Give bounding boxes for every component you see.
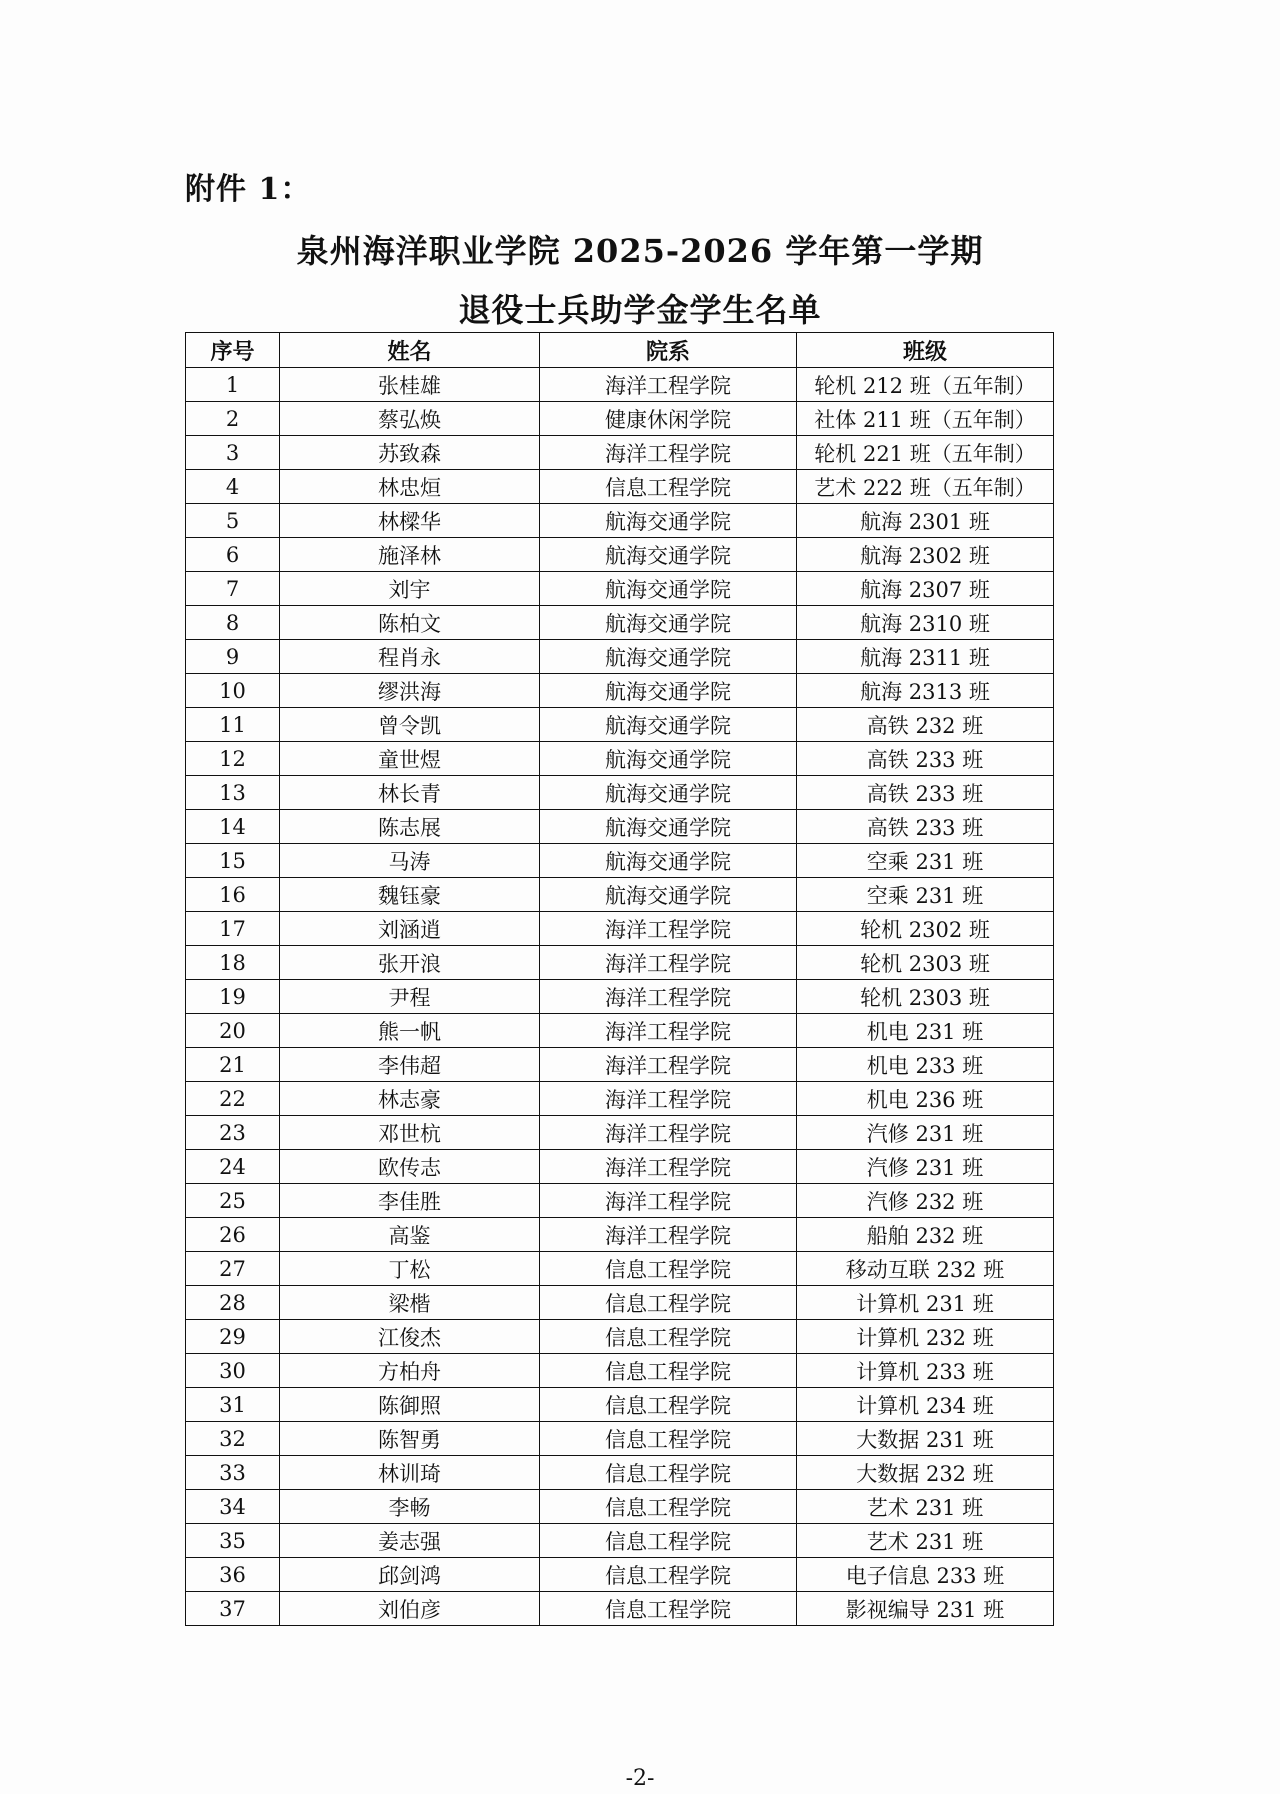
table-body	[186, 368, 1054, 1626]
cell-department: 信息工程学院	[540, 1320, 797, 1354]
cell-class: 轮机 221 班（五年制）	[797, 436, 1054, 470]
header-name: 姓名	[280, 333, 540, 368]
table-row	[186, 1286, 1054, 1320]
cell-class: 社体 211 班（五年制）	[797, 402, 1054, 436]
cell-department: 海洋工程学院	[540, 1082, 797, 1116]
table-row	[186, 1252, 1054, 1286]
cell-department: 航海交通学院	[540, 572, 797, 606]
cell-department: 航海交通学院	[540, 878, 797, 912]
cell-student-name: 陈柏文	[280, 606, 540, 640]
table-row	[186, 1354, 1054, 1388]
cell-class: 计算机 234 班	[797, 1388, 1054, 1422]
cell-serial-number: 23	[186, 1116, 280, 1150]
cell-student-name: 熊一帆	[280, 1014, 540, 1048]
cell-serial-number: 17	[186, 912, 280, 946]
cell-serial-number: 1	[186, 368, 280, 402]
table-row	[186, 1558, 1054, 1592]
table-row	[186, 1082, 1054, 1116]
cell-class: 艺术 231 班	[797, 1490, 1054, 1524]
cell-department: 航海交通学院	[540, 742, 797, 776]
table-row	[186, 1490, 1054, 1524]
table-row	[186, 606, 1054, 640]
cell-serial-number: 22	[186, 1082, 280, 1116]
cell-student-name: 陈智勇	[280, 1422, 540, 1456]
header-class: 班级	[797, 333, 1054, 368]
cell-student-name: 林樑华	[280, 504, 540, 538]
cell-student-name: 张桂雄	[280, 368, 540, 402]
cell-department: 航海交通学院	[540, 504, 797, 538]
cell-department: 海洋工程学院	[540, 1116, 797, 1150]
cell-serial-number: 19	[186, 980, 280, 1014]
cell-serial-number: 6	[186, 538, 280, 572]
table-row	[186, 1014, 1054, 1048]
cell-serial-number: 10	[186, 674, 280, 708]
table-row	[186, 538, 1054, 572]
cell-class: 高铁 233 班	[797, 810, 1054, 844]
cell-student-name: 蔡弘焕	[280, 402, 540, 436]
cell-serial-number: 18	[186, 946, 280, 980]
cell-department: 航海交通学院	[540, 844, 797, 878]
cell-serial-number: 20	[186, 1014, 280, 1048]
cell-department: 信息工程学院	[540, 1388, 797, 1422]
cell-student-name: 陈御照	[280, 1388, 540, 1422]
cell-department: 航海交通学院	[540, 640, 797, 674]
table-row	[186, 1218, 1054, 1252]
cell-class: 电子信息 233 班	[797, 1558, 1054, 1592]
cell-serial-number: 3	[186, 436, 280, 470]
table-row	[186, 1116, 1054, 1150]
cell-student-name: 丁松	[280, 1252, 540, 1286]
cell-student-name: 邓世杭	[280, 1116, 540, 1150]
cell-department: 航海交通学院	[540, 606, 797, 640]
cell-department: 海洋工程学院	[540, 912, 797, 946]
cell-department: 信息工程学院	[540, 1490, 797, 1524]
table-row	[186, 674, 1054, 708]
cell-student-name: 马涛	[280, 844, 540, 878]
cell-serial-number: 33	[186, 1456, 280, 1490]
cell-class: 轮机 212 班（五年制）	[797, 368, 1054, 402]
cell-serial-number: 16	[186, 878, 280, 912]
cell-class: 轮机 2302 班	[797, 912, 1054, 946]
table-row	[186, 640, 1054, 674]
cell-student-name: 高鉴	[280, 1218, 540, 1252]
table-row	[186, 1048, 1054, 1082]
cell-student-name: 李畅	[280, 1490, 540, 1524]
cell-department: 海洋工程学院	[540, 368, 797, 402]
cell-class: 艺术 231 班	[797, 1524, 1054, 1558]
table-row	[186, 1388, 1054, 1422]
attachment-label: 附件 1：	[185, 172, 312, 207]
cell-serial-number: 7	[186, 572, 280, 606]
cell-student-name: 缪洪海	[280, 674, 540, 708]
cell-student-name: 刘涵逍	[280, 912, 540, 946]
cell-department: 海洋工程学院	[540, 1218, 797, 1252]
cell-student-name: 尹程	[280, 980, 540, 1014]
cell-serial-number: 15	[186, 844, 280, 878]
cell-class: 高铁 232 班	[797, 708, 1054, 742]
cell-serial-number: 32	[186, 1422, 280, 1456]
cell-serial-number: 34	[186, 1490, 280, 1524]
cell-student-name: 程肖永	[280, 640, 540, 674]
cell-class: 机电 236 班	[797, 1082, 1054, 1116]
cell-department: 航海交通学院	[540, 538, 797, 572]
cell-department: 海洋工程学院	[540, 1014, 797, 1048]
table-header-row	[186, 333, 1054, 368]
cell-department: 航海交通学院	[540, 708, 797, 742]
cell-department: 信息工程学院	[540, 1592, 797, 1626]
cell-student-name: 刘伯彦	[280, 1592, 540, 1626]
cell-student-name: 方柏舟	[280, 1354, 540, 1388]
table-row	[186, 1184, 1054, 1218]
cell-class: 大数据 231 班	[797, 1422, 1054, 1456]
cell-student-name: 李佳胜	[280, 1184, 540, 1218]
cell-class: 移动互联 232 班	[797, 1252, 1054, 1286]
table-row	[186, 776, 1054, 810]
cell-serial-number: 9	[186, 640, 280, 674]
table-row	[186, 1150, 1054, 1184]
table-row	[186, 1320, 1054, 1354]
cell-student-name: 邱剑鸿	[280, 1558, 540, 1592]
table-row	[186, 912, 1054, 946]
table-row	[186, 470, 1054, 504]
cell-serial-number: 27	[186, 1252, 280, 1286]
cell-class: 航海 2301 班	[797, 504, 1054, 538]
cell-serial-number: 29	[186, 1320, 280, 1354]
cell-student-name: 林训琦	[280, 1456, 540, 1490]
table-row	[186, 504, 1054, 538]
cell-department: 海洋工程学院	[540, 946, 797, 980]
cell-department: 海洋工程学院	[540, 980, 797, 1014]
cell-department: 信息工程学院	[540, 1456, 797, 1490]
cell-department: 海洋工程学院	[540, 436, 797, 470]
table-row	[186, 1456, 1054, 1490]
table-row	[186, 878, 1054, 912]
cell-class: 机电 233 班	[797, 1048, 1054, 1082]
table-row	[186, 368, 1054, 402]
cell-serial-number: 30	[186, 1354, 280, 1388]
student-list-table	[185, 332, 1054, 1626]
table-row	[186, 1592, 1054, 1626]
cell-student-name: 童世煜	[280, 742, 540, 776]
cell-department: 信息工程学院	[540, 1558, 797, 1592]
cell-department: 航海交通学院	[540, 810, 797, 844]
cell-serial-number: 26	[186, 1218, 280, 1252]
cell-class: 航海 2311 班	[797, 640, 1054, 674]
cell-department: 信息工程学院	[540, 1252, 797, 1286]
cell-class: 航海 2302 班	[797, 538, 1054, 572]
cell-class: 计算机 231 班	[797, 1286, 1054, 1320]
cell-student-name: 张开浪	[280, 946, 540, 980]
cell-serial-number: 24	[186, 1150, 280, 1184]
cell-student-name: 林志豪	[280, 1082, 540, 1116]
cell-student-name: 欧传志	[280, 1150, 540, 1184]
cell-serial-number: 11	[186, 708, 280, 742]
cell-department: 海洋工程学院	[540, 1184, 797, 1218]
cell-class: 航海 2310 班	[797, 606, 1054, 640]
cell-class: 船舶 232 班	[797, 1218, 1054, 1252]
cell-class: 航海 2307 班	[797, 572, 1054, 606]
cell-serial-number: 5	[186, 504, 280, 538]
cell-student-name: 施泽林	[280, 538, 540, 572]
cell-student-name: 姜志强	[280, 1524, 540, 1558]
cell-student-name: 林长青	[280, 776, 540, 810]
cell-class: 空乘 231 班	[797, 844, 1054, 878]
header-department: 院系	[540, 333, 797, 368]
cell-class: 计算机 232 班	[797, 1320, 1054, 1354]
cell-class: 轮机 2303 班	[797, 980, 1054, 1014]
table-row	[186, 436, 1054, 470]
cell-class: 高铁 233 班	[797, 776, 1054, 810]
cell-student-name: 陈志展	[280, 810, 540, 844]
cell-department: 健康休闲学院	[540, 402, 797, 436]
cell-department: 航海交通学院	[540, 776, 797, 810]
header-serial-number: 序号	[186, 333, 280, 368]
cell-department: 信息工程学院	[540, 1354, 797, 1388]
cell-department: 信息工程学院	[540, 1286, 797, 1320]
cell-serial-number: 8	[186, 606, 280, 640]
cell-serial-number: 21	[186, 1048, 280, 1082]
cell-department: 信息工程学院	[540, 470, 797, 504]
cell-student-name: 曾令凯	[280, 708, 540, 742]
cell-serial-number: 36	[186, 1558, 280, 1592]
cell-class: 空乘 231 班	[797, 878, 1054, 912]
cell-student-name: 梁楷	[280, 1286, 540, 1320]
table-row	[186, 572, 1054, 606]
table-row	[186, 1524, 1054, 1558]
table-row	[186, 980, 1054, 1014]
cell-serial-number: 31	[186, 1388, 280, 1422]
cell-class: 高铁 233 班	[797, 742, 1054, 776]
cell-class: 影视编导 231 班	[797, 1592, 1054, 1626]
cell-department: 海洋工程学院	[540, 1150, 797, 1184]
cell-class: 大数据 232 班	[797, 1456, 1054, 1490]
cell-serial-number: 2	[186, 402, 280, 436]
cell-student-name: 魏钰豪	[280, 878, 540, 912]
table-row	[186, 1422, 1054, 1456]
cell-department: 信息工程学院	[540, 1524, 797, 1558]
document-title-line-1: 泉州海洋职业学院 2025-2026 学年第一学期	[296, 232, 984, 270]
table-row	[186, 844, 1054, 878]
cell-class: 机电 231 班	[797, 1014, 1054, 1048]
cell-serial-number: 12	[186, 742, 280, 776]
cell-serial-number: 14	[186, 810, 280, 844]
cell-student-name: 刘宇	[280, 572, 540, 606]
cell-class: 汽修 232 班	[797, 1184, 1054, 1218]
cell-student-name: 李伟超	[280, 1048, 540, 1082]
cell-student-name: 林忠烜	[280, 470, 540, 504]
table-row	[186, 742, 1054, 776]
table-row	[186, 402, 1054, 436]
cell-department: 信息工程学院	[540, 1422, 797, 1456]
table-header	[186, 333, 1054, 368]
table-row	[186, 708, 1054, 742]
cell-class: 汽修 231 班	[797, 1150, 1054, 1184]
cell-student-name: 苏致森	[280, 436, 540, 470]
cell-serial-number: 37	[186, 1592, 280, 1626]
page-number: -2-	[625, 1766, 655, 1791]
document-title-line-2: 退役士兵助学金学生名单	[458, 291, 822, 329]
cell-serial-number: 25	[186, 1184, 280, 1218]
table-row	[186, 946, 1054, 980]
cell-class: 汽修 231 班	[797, 1116, 1054, 1150]
cell-class: 艺术 222 班（五年制）	[797, 470, 1054, 504]
cell-department: 航海交通学院	[540, 674, 797, 708]
cell-serial-number: 35	[186, 1524, 280, 1558]
cell-serial-number: 28	[186, 1286, 280, 1320]
cell-class: 轮机 2303 班	[797, 946, 1054, 980]
table-row	[186, 810, 1054, 844]
cell-class: 计算机 233 班	[797, 1354, 1054, 1388]
cell-student-name: 江俊杰	[280, 1320, 540, 1354]
cell-serial-number: 4	[186, 470, 280, 504]
cell-class: 航海 2313 班	[797, 674, 1054, 708]
cell-department: 海洋工程学院	[540, 1048, 797, 1082]
cell-serial-number: 13	[186, 776, 280, 810]
